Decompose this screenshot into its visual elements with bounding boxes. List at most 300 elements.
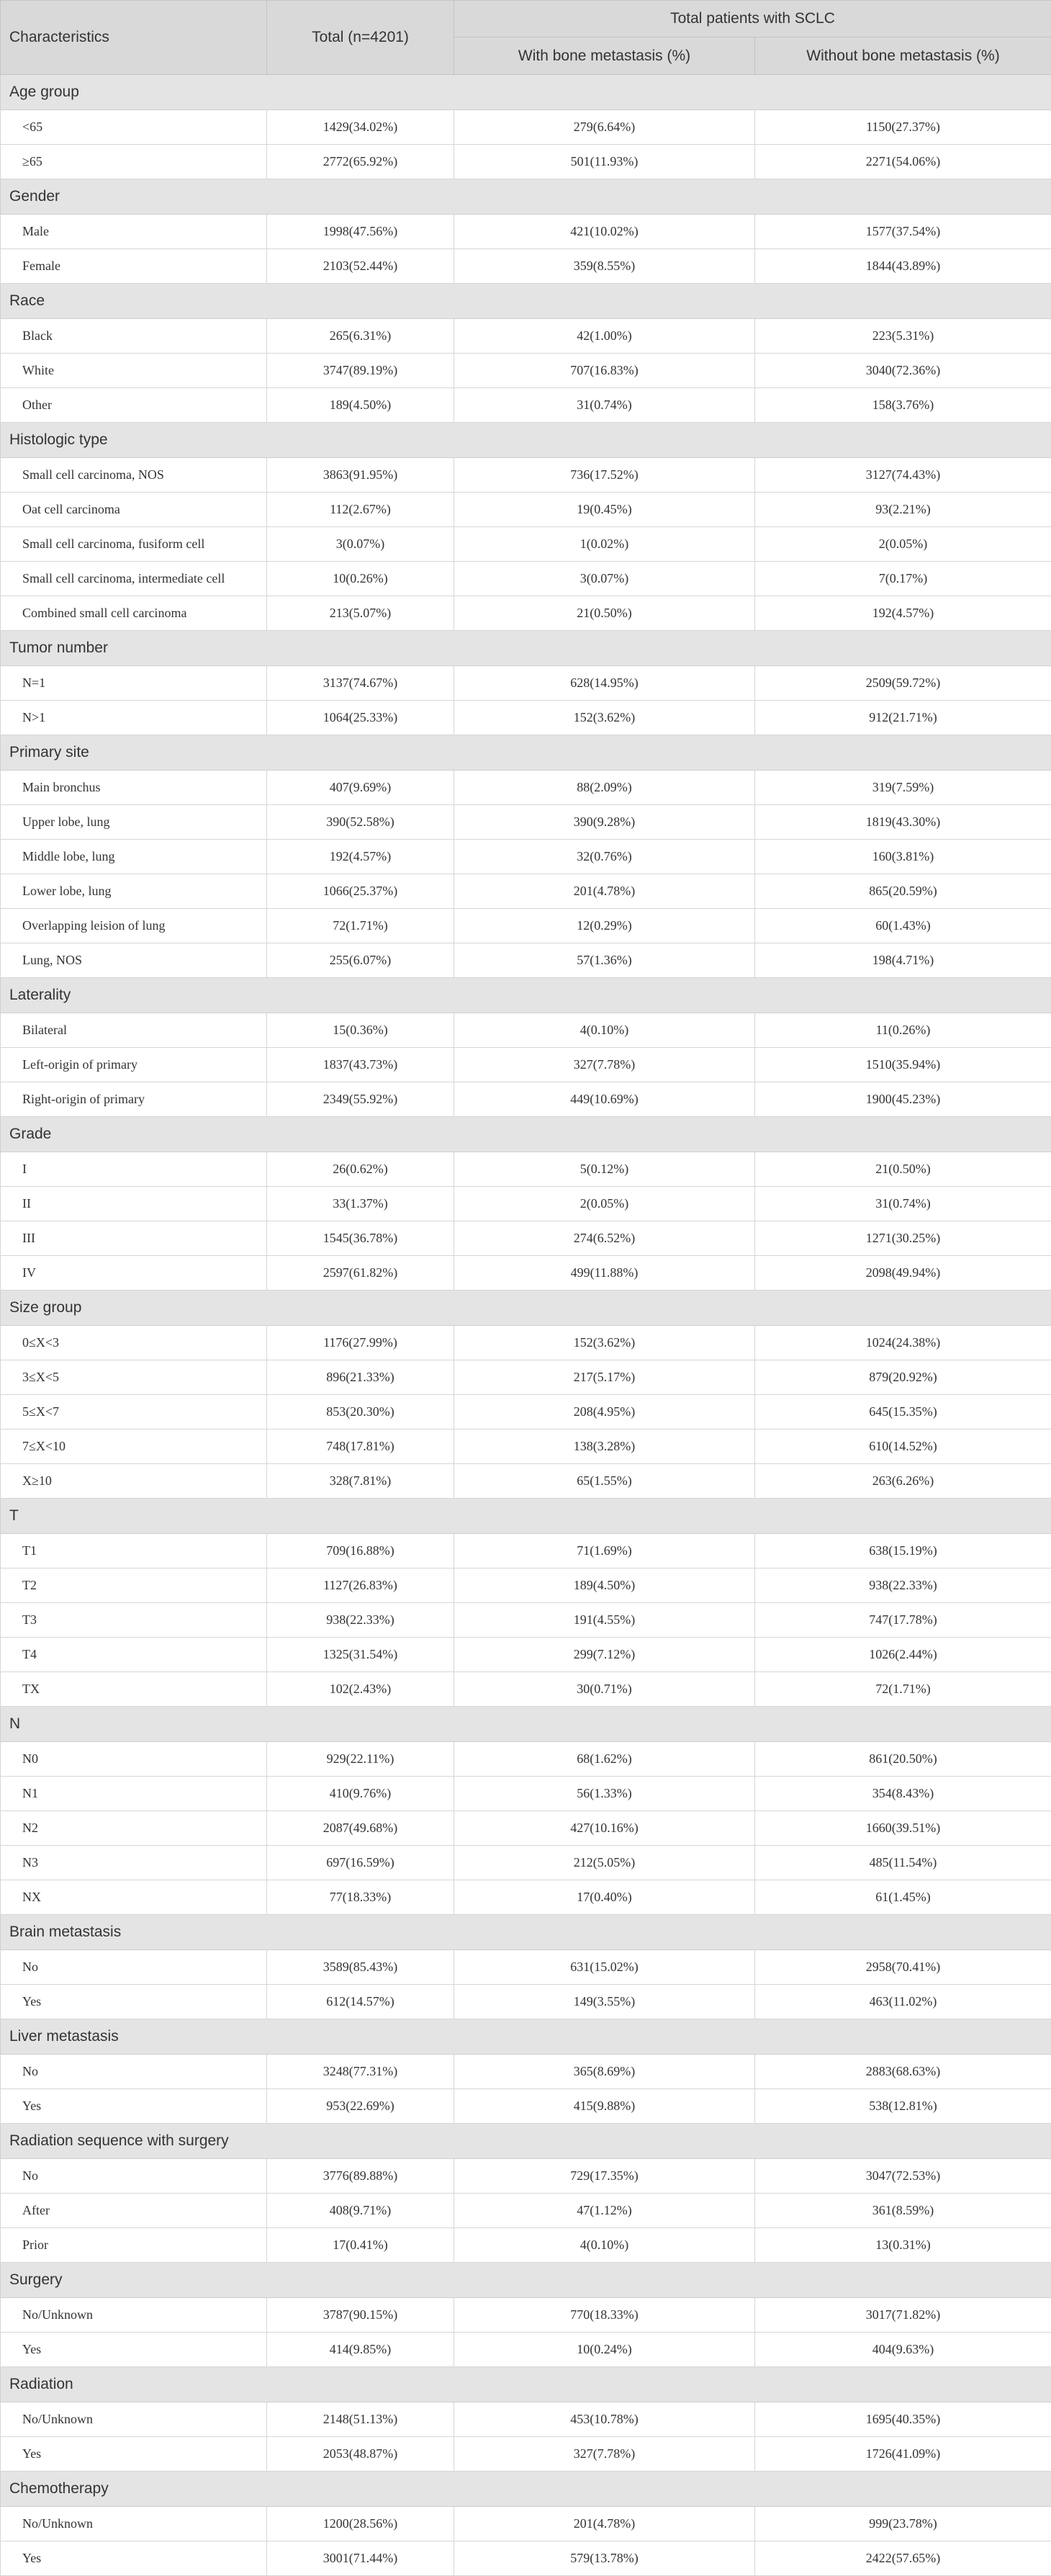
- total-cell: 255(6.07%): [267, 943, 454, 978]
- table-row: [1, 2298, 1051, 2333]
- header-group: Total patients with SCLC: [454, 1, 1051, 37]
- section-title: Grade: [1, 1117, 1051, 1152]
- table-row: [1, 596, 1051, 631]
- table-row: [1, 2194, 1051, 2228]
- with-bone-metastasis-cell: 68(1.62%): [454, 1742, 755, 1777]
- with-bone-metastasis-cell: 1(0.02%): [454, 527, 755, 562]
- table-row: [1, 1221, 1051, 1256]
- with-bone-metastasis-cell: 499(11.88%): [454, 1256, 755, 1291]
- row-label: Small cell carcinoma, NOS: [1, 458, 267, 493]
- row-label: Prior: [1, 2228, 267, 2263]
- total-cell: 414(9.85%): [267, 2333, 454, 2367]
- with-bone-metastasis-cell: 47(1.12%): [454, 2194, 755, 2228]
- with-bone-metastasis-cell: 736(17.52%): [454, 458, 755, 493]
- total-cell: 929(22.11%): [267, 1742, 454, 1777]
- section-header-row: [1, 2472, 1051, 2507]
- with-bone-metastasis-cell: 421(10.02%): [454, 215, 755, 249]
- section-header-row: [1, 2124, 1051, 2159]
- row-label: T1: [1, 1534, 267, 1569]
- row-label: No: [1, 2055, 267, 2089]
- total-cell: 15(0.36%): [267, 1013, 454, 1048]
- table-row: [1, 1638, 1051, 1672]
- total-cell: 1127(26.83%): [267, 1569, 454, 1603]
- without-bone-metastasis-cell: 485(11.54%): [755, 1846, 1051, 1880]
- total-cell: 2597(61.82%): [267, 1256, 454, 1291]
- section-title: Histologic type: [1, 423, 1051, 458]
- without-bone-metastasis-cell: 21(0.50%): [755, 1152, 1051, 1187]
- section-title: Chemotherapy: [1, 2472, 1051, 2507]
- total-cell: 2349(55.92%): [267, 1082, 454, 1117]
- section-title: Gender: [1, 179, 1051, 215]
- row-label: ≥65: [1, 145, 267, 179]
- without-bone-metastasis-cell: 263(6.26%): [755, 1464, 1051, 1499]
- without-bone-metastasis-cell: 223(5.31%): [755, 319, 1051, 354]
- row-label: Yes: [1, 2541, 267, 2576]
- section-header-row: [1, 1915, 1051, 1950]
- with-bone-metastasis-cell: 42(1.00%): [454, 319, 755, 354]
- header-with-bone-metastasis: With bone metastasis (%): [454, 37, 755, 75]
- table-body: [1, 75, 1051, 2576]
- row-label: N1: [1, 1777, 267, 1811]
- with-bone-metastasis-cell: 17(0.40%): [454, 1880, 755, 1915]
- without-bone-metastasis-cell: 1844(43.89%): [755, 249, 1051, 284]
- total-cell: 17(0.41%): [267, 2228, 454, 2263]
- table-row: [1, 1187, 1051, 1221]
- table-row: [1, 354, 1051, 388]
- with-bone-metastasis-cell: 21(0.50%): [454, 596, 755, 631]
- with-bone-metastasis-cell: 65(1.55%): [454, 1464, 755, 1499]
- table-row: [1, 1672, 1051, 1707]
- total-cell: 112(2.67%): [267, 493, 454, 527]
- table-row: [1, 2089, 1051, 2124]
- row-label: N2: [1, 1811, 267, 1846]
- total-cell: 3248(77.31%): [267, 2055, 454, 2089]
- with-bone-metastasis-cell: 217(5.17%): [454, 1360, 755, 1395]
- table-row: [1, 805, 1051, 840]
- row-label: No/Unknown: [1, 2507, 267, 2541]
- total-cell: 189(4.50%): [267, 388, 454, 423]
- with-bone-metastasis-cell: 149(3.55%): [454, 1985, 755, 2019]
- table-row: [1, 1152, 1051, 1187]
- table-row: [1, 1985, 1051, 2019]
- without-bone-metastasis-cell: 11(0.26%): [755, 1013, 1051, 1048]
- row-label: Yes: [1, 2089, 267, 2124]
- table-row: [1, 1880, 1051, 1915]
- section-title: Tumor number: [1, 631, 1051, 666]
- with-bone-metastasis-cell: 3(0.07%): [454, 562, 755, 596]
- row-label: Middle lobe, lung: [1, 840, 267, 874]
- table-row: [1, 1464, 1051, 1499]
- row-label: N3: [1, 1846, 267, 1880]
- table-row: [1, 2228, 1051, 2263]
- without-bone-metastasis-cell: 61(1.45%): [755, 1880, 1051, 1915]
- without-bone-metastasis-cell: 1900(45.23%): [755, 1082, 1051, 1117]
- table-row: [1, 319, 1051, 354]
- without-bone-metastasis-cell: 645(15.35%): [755, 1395, 1051, 1430]
- row-label: Main bronchus: [1, 771, 267, 805]
- section-title: T: [1, 1499, 1051, 1534]
- with-bone-metastasis-cell: 279(6.64%): [454, 110, 755, 145]
- total-cell: 407(9.69%): [267, 771, 454, 805]
- total-cell: 748(17.81%): [267, 1430, 454, 1464]
- with-bone-metastasis-cell: 628(14.95%): [454, 666, 755, 701]
- section-title: Brain metastasis: [1, 1915, 1051, 1950]
- total-cell: 953(22.69%): [267, 2089, 454, 2124]
- without-bone-metastasis-cell: 361(8.59%): [755, 2194, 1051, 2228]
- section-header-row: [1, 284, 1051, 319]
- table-row: [1, 943, 1051, 978]
- total-cell: 896(21.33%): [267, 1360, 454, 1395]
- table-row: [1, 458, 1051, 493]
- with-bone-metastasis-cell: 579(13.78%): [454, 2541, 755, 2576]
- with-bone-metastasis-cell: 427(10.16%): [454, 1811, 755, 1846]
- total-cell: 408(9.71%): [267, 2194, 454, 2228]
- with-bone-metastasis-cell: 707(16.83%): [454, 354, 755, 388]
- table-row: [1, 1603, 1051, 1638]
- with-bone-metastasis-cell: 152(3.62%): [454, 1326, 755, 1360]
- with-bone-metastasis-cell: 30(0.71%): [454, 1672, 755, 1707]
- row-label: III: [1, 1221, 267, 1256]
- row-label: N>1: [1, 701, 267, 735]
- without-bone-metastasis-cell: 2958(70.41%): [755, 1950, 1051, 1985]
- section-title: Laterality: [1, 978, 1051, 1013]
- without-bone-metastasis-cell: 1510(35.94%): [755, 1048, 1051, 1082]
- row-label: <65: [1, 110, 267, 145]
- row-label: Yes: [1, 2437, 267, 2472]
- row-label: Other: [1, 388, 267, 423]
- section-header-row: [1, 75, 1051, 110]
- without-bone-metastasis-cell: 2271(54.06%): [755, 145, 1051, 179]
- with-bone-metastasis-cell: 4(0.10%): [454, 1013, 755, 1048]
- without-bone-metastasis-cell: 158(3.76%): [755, 388, 1051, 423]
- without-bone-metastasis-cell: 638(15.19%): [755, 1534, 1051, 1569]
- row-label: Female: [1, 249, 267, 284]
- total-cell: 3776(89.88%): [267, 2159, 454, 2194]
- row-label: IV: [1, 1256, 267, 1291]
- with-bone-metastasis-cell: 10(0.24%): [454, 2333, 755, 2367]
- without-bone-metastasis-cell: 60(1.43%): [755, 909, 1051, 943]
- total-cell: 2053(48.87%): [267, 2437, 454, 2472]
- total-cell: 33(1.37%): [267, 1187, 454, 1221]
- section-header-row: [1, 631, 1051, 666]
- row-label: T3: [1, 1603, 267, 1638]
- table-row: [1, 1395, 1051, 1430]
- total-cell: 102(2.43%): [267, 1672, 454, 1707]
- with-bone-metastasis-cell: 390(9.28%): [454, 805, 755, 840]
- without-bone-metastasis-cell: 192(4.57%): [755, 596, 1051, 631]
- without-bone-metastasis-cell: 879(20.92%): [755, 1360, 1051, 1395]
- table-row: [1, 2055, 1051, 2089]
- with-bone-metastasis-cell: 31(0.74%): [454, 388, 755, 423]
- table-row: [1, 666, 1051, 701]
- without-bone-metastasis-cell: 1026(2.44%): [755, 1638, 1051, 1672]
- with-bone-metastasis-cell: 5(0.12%): [454, 1152, 755, 1187]
- without-bone-metastasis-cell: 3040(72.36%): [755, 354, 1051, 388]
- with-bone-metastasis-cell: 212(5.05%): [454, 1846, 755, 1880]
- row-label: Yes: [1, 1985, 267, 2019]
- with-bone-metastasis-cell: 56(1.33%): [454, 1777, 755, 1811]
- section-header-row: [1, 2367, 1051, 2402]
- without-bone-metastasis-cell: 3047(72.53%): [755, 2159, 1051, 2194]
- table-row: [1, 840, 1051, 874]
- row-label: Left-origin of primary: [1, 1048, 267, 1082]
- with-bone-metastasis-cell: 12(0.29%): [454, 909, 755, 943]
- without-bone-metastasis-cell: 3127(74.43%): [755, 458, 1051, 493]
- total-cell: 10(0.26%): [267, 562, 454, 596]
- row-label: Bilateral: [1, 1013, 267, 1048]
- section-header-row: [1, 1291, 1051, 1326]
- without-bone-metastasis-cell: 610(14.52%): [755, 1430, 1051, 1464]
- section-header-row: [1, 1499, 1051, 1534]
- total-cell: 3747(89.19%): [267, 354, 454, 388]
- table-row: [1, 2402, 1051, 2437]
- row-label: Lung, NOS: [1, 943, 267, 978]
- row-label: Small cell carcinoma, fusiform cell: [1, 527, 267, 562]
- table-row: [1, 1360, 1051, 1395]
- table-row: [1, 215, 1051, 249]
- total-cell: 1176(27.99%): [267, 1326, 454, 1360]
- without-bone-metastasis-cell: 865(20.59%): [755, 874, 1051, 909]
- without-bone-metastasis-cell: 999(23.78%): [755, 2507, 1051, 2541]
- with-bone-metastasis-cell: 152(3.62%): [454, 701, 755, 735]
- section-title: Size group: [1, 1291, 1051, 1326]
- without-bone-metastasis-cell: 861(20.50%): [755, 1742, 1051, 1777]
- without-bone-metastasis-cell: 13(0.31%): [755, 2228, 1051, 2263]
- without-bone-metastasis-cell: 404(9.63%): [755, 2333, 1051, 2367]
- table-row: [1, 493, 1051, 527]
- with-bone-metastasis-cell: 138(3.28%): [454, 1430, 755, 1464]
- with-bone-metastasis-cell: 32(0.76%): [454, 840, 755, 874]
- section-header-row: [1, 2019, 1051, 2055]
- section-title: Radiation sequence with surgery: [1, 2124, 1051, 2159]
- total-cell: 2103(52.44%): [267, 249, 454, 284]
- without-bone-metastasis-cell: 1271(30.25%): [755, 1221, 1051, 1256]
- with-bone-metastasis-cell: 299(7.12%): [454, 1638, 755, 1672]
- row-label: 7≤X<10: [1, 1430, 267, 1464]
- with-bone-metastasis-cell: 365(8.69%): [454, 2055, 755, 2089]
- row-label: Male: [1, 215, 267, 249]
- without-bone-metastasis-cell: 1660(39.51%): [755, 1811, 1051, 1846]
- table-row: [1, 2437, 1051, 2472]
- with-bone-metastasis-cell: 453(10.78%): [454, 2402, 755, 2437]
- table-row: [1, 249, 1051, 284]
- without-bone-metastasis-cell: 2509(59.72%): [755, 666, 1051, 701]
- row-label: White: [1, 354, 267, 388]
- section-title: Liver metastasis: [1, 2019, 1051, 2055]
- row-label: Right-origin of primary: [1, 1082, 267, 1117]
- row-label: Yes: [1, 2333, 267, 2367]
- section-header-row: [1, 1707, 1051, 1742]
- table-row: [1, 527, 1051, 562]
- with-bone-metastasis-cell: 57(1.36%): [454, 943, 755, 978]
- without-bone-metastasis-cell: 912(21.71%): [755, 701, 1051, 735]
- row-label: After: [1, 2194, 267, 2228]
- without-bone-metastasis-cell: 160(3.81%): [755, 840, 1051, 874]
- table-row: [1, 2507, 1051, 2541]
- with-bone-metastasis-cell: 4(0.10%): [454, 2228, 755, 2263]
- with-bone-metastasis-cell: 201(4.78%): [454, 874, 755, 909]
- section-header-row: [1, 2263, 1051, 2298]
- section-header-row: [1, 1117, 1051, 1152]
- without-bone-metastasis-cell: 1819(43.30%): [755, 805, 1051, 840]
- total-cell: 265(6.31%): [267, 319, 454, 354]
- total-cell: 1066(25.37%): [267, 874, 454, 909]
- section-header-row: [1, 735, 1051, 771]
- section-title: Radiation: [1, 2367, 1051, 2402]
- table-row: [1, 701, 1051, 735]
- total-cell: 697(16.59%): [267, 1846, 454, 1880]
- row-label: N=1: [1, 666, 267, 701]
- total-cell: 3(0.07%): [267, 527, 454, 562]
- row-label: Combined small cell carcinoma: [1, 596, 267, 631]
- with-bone-metastasis-cell: 189(4.50%): [454, 1569, 755, 1603]
- total-cell: 1998(47.56%): [267, 215, 454, 249]
- section-header-row: [1, 978, 1051, 1013]
- total-cell: 938(22.33%): [267, 1603, 454, 1638]
- section-header-row: [1, 179, 1051, 215]
- with-bone-metastasis-cell: 19(0.45%): [454, 493, 755, 527]
- total-cell: 77(18.33%): [267, 1880, 454, 1915]
- with-bone-metastasis-cell: 449(10.69%): [454, 1082, 755, 1117]
- section-title: Race: [1, 284, 1051, 319]
- without-bone-metastasis-cell: 1695(40.35%): [755, 2402, 1051, 2437]
- without-bone-metastasis-cell: 354(8.43%): [755, 1777, 1051, 1811]
- without-bone-metastasis-cell: 198(4.71%): [755, 943, 1051, 978]
- row-label: Oat cell carcinoma: [1, 493, 267, 527]
- table-row: [1, 110, 1051, 145]
- total-cell: 709(16.88%): [267, 1534, 454, 1569]
- row-label: TX: [1, 1672, 267, 1707]
- table-row: [1, 145, 1051, 179]
- table-row: [1, 771, 1051, 805]
- total-cell: 1064(25.33%): [267, 701, 454, 735]
- header-characteristics: Characteristics: [1, 1, 267, 75]
- with-bone-metastasis-cell: 88(2.09%): [454, 771, 755, 805]
- table-row: [1, 1534, 1051, 1569]
- table-header: [1, 1, 1051, 75]
- with-bone-metastasis-cell: 631(15.02%): [454, 1950, 755, 1985]
- total-cell: 3001(71.44%): [267, 2541, 454, 2576]
- total-cell: 3863(91.95%): [267, 458, 454, 493]
- total-cell: 853(20.30%): [267, 1395, 454, 1430]
- row-label: Overlapping leision of lung: [1, 909, 267, 943]
- table-row: [1, 1846, 1051, 1880]
- with-bone-metastasis-cell: 274(6.52%): [454, 1221, 755, 1256]
- total-cell: 1325(31.54%): [267, 1638, 454, 1672]
- without-bone-metastasis-cell: 1577(37.54%): [755, 215, 1051, 249]
- without-bone-metastasis-cell: 1024(24.38%): [755, 1326, 1051, 1360]
- table-row: [1, 1777, 1051, 1811]
- row-label: No: [1, 1950, 267, 1985]
- total-cell: 192(4.57%): [267, 840, 454, 874]
- table-row: [1, 909, 1051, 943]
- without-bone-metastasis-cell: 319(7.59%): [755, 771, 1051, 805]
- with-bone-metastasis-cell: 201(4.78%): [454, 2507, 755, 2541]
- total-cell: 3787(90.15%): [267, 2298, 454, 2333]
- section-title: Age group: [1, 75, 1051, 110]
- with-bone-metastasis-cell: 71(1.69%): [454, 1534, 755, 1569]
- table-row: [1, 388, 1051, 423]
- without-bone-metastasis-cell: 7(0.17%): [755, 562, 1051, 596]
- row-label: NX: [1, 1880, 267, 1915]
- row-label: T4: [1, 1638, 267, 1672]
- section-header-row: [1, 423, 1051, 458]
- row-label: Small cell carcinoma, intermediate cell: [1, 562, 267, 596]
- without-bone-metastasis-cell: 538(12.81%): [755, 2089, 1051, 2124]
- without-bone-metastasis-cell: 3017(71.82%): [755, 2298, 1051, 2333]
- row-label: No/Unknown: [1, 2298, 267, 2333]
- without-bone-metastasis-cell: 93(2.21%): [755, 493, 1051, 527]
- table-row: [1, 1013, 1051, 1048]
- with-bone-metastasis-cell: 770(18.33%): [454, 2298, 755, 2333]
- without-bone-metastasis-cell: 2422(57.65%): [755, 2541, 1051, 2576]
- table-row: [1, 1569, 1051, 1603]
- with-bone-metastasis-cell: 327(7.78%): [454, 2437, 755, 2472]
- table-row: [1, 1082, 1051, 1117]
- row-label: Black: [1, 319, 267, 354]
- with-bone-metastasis-cell: 501(11.93%): [454, 145, 755, 179]
- table-row: [1, 2159, 1051, 2194]
- table-row: [1, 1742, 1051, 1777]
- row-label: X≥10: [1, 1464, 267, 1499]
- total-cell: 72(1.71%): [267, 909, 454, 943]
- total-cell: 410(9.76%): [267, 1777, 454, 1811]
- table-row: [1, 1326, 1051, 1360]
- without-bone-metastasis-cell: 463(11.02%): [755, 1985, 1051, 2019]
- total-cell: 1429(34.02%): [267, 110, 454, 145]
- without-bone-metastasis-cell: 72(1.71%): [755, 1672, 1051, 1707]
- table-row: [1, 2333, 1051, 2367]
- with-bone-metastasis-cell: 359(8.55%): [454, 249, 755, 284]
- total-cell: 1837(43.73%): [267, 1048, 454, 1082]
- row-label: Upper lobe, lung: [1, 805, 267, 840]
- without-bone-metastasis-cell: 938(22.33%): [755, 1569, 1051, 1603]
- total-cell: 2087(49.68%): [267, 1811, 454, 1846]
- total-cell: 2772(65.92%): [267, 145, 454, 179]
- without-bone-metastasis-cell: 1726(41.09%): [755, 2437, 1051, 2472]
- row-label: T2: [1, 1569, 267, 1603]
- without-bone-metastasis-cell: 2098(49.94%): [755, 1256, 1051, 1291]
- with-bone-metastasis-cell: 327(7.78%): [454, 1048, 755, 1082]
- total-cell: 2148(51.13%): [267, 2402, 454, 2437]
- with-bone-metastasis-cell: 208(4.95%): [454, 1395, 755, 1430]
- table-row: [1, 1950, 1051, 1985]
- with-bone-metastasis-cell: 2(0.05%): [454, 1187, 755, 1221]
- header-total: Total (n=4201): [267, 1, 454, 75]
- without-bone-metastasis-cell: 747(17.78%): [755, 1603, 1051, 1638]
- table-row: [1, 2541, 1051, 2576]
- row-label: No/Unknown: [1, 2402, 267, 2437]
- section-title: N: [1, 1707, 1051, 1742]
- total-cell: 213(5.07%): [267, 596, 454, 631]
- header-without-bone-metastasis: Without bone metastasis (%): [755, 37, 1051, 75]
- row-label: N0: [1, 1742, 267, 1777]
- table-row: [1, 1430, 1051, 1464]
- row-label: 5≤X<7: [1, 1395, 267, 1430]
- total-cell: 328(7.81%): [267, 1464, 454, 1499]
- with-bone-metastasis-cell: 729(17.35%): [454, 2159, 755, 2194]
- total-cell: 3137(74.67%): [267, 666, 454, 701]
- total-cell: 26(0.62%): [267, 1152, 454, 1187]
- total-cell: 1200(28.56%): [267, 2507, 454, 2541]
- row-label: II: [1, 1187, 267, 1221]
- total-cell: 1545(36.78%): [267, 1221, 454, 1256]
- total-cell: 390(52.58%): [267, 805, 454, 840]
- section-title: Surgery: [1, 2263, 1051, 2298]
- row-label: 0≤X<3: [1, 1326, 267, 1360]
- table-row: [1, 1048, 1051, 1082]
- row-label: I: [1, 1152, 267, 1187]
